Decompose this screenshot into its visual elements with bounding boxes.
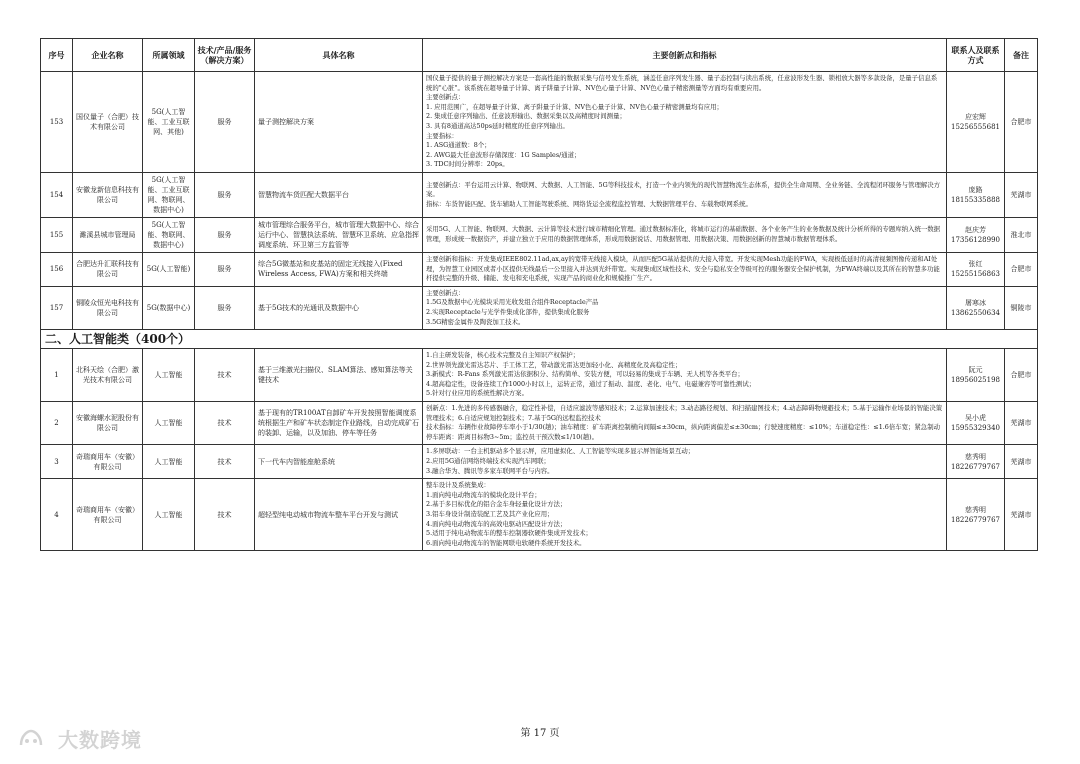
detail-line: 2.世界领先激光雷达芯片、手工体工艺，带动激光雷达更加轻小化、高精度化及高稳定性； (426, 360, 682, 369)
solution-name: 下一代车内智能座舱系统 (255, 445, 423, 479)
contact (947, 72, 1005, 173)
detail-line: 2.应用5G通信网络终端技术实现汽车网联； (426, 457, 550, 466)
solution-name: 基于现有的TR100AT自卸矿车开发按照智能调度系统根据生产和矿车状态制定作业路线，自动完成矿石的装卸、运输，以及加油、停车等任务 (255, 402, 423, 445)
detail-line: 5.适用于纯电动物流车的整车控制器软硬件集成开发技术； (426, 529, 592, 538)
contact-name: 吴小虎 (965, 414, 986, 423)
company-name: 濉溪县城市管理局 (73, 217, 143, 252)
note-city: 淮北市 (1005, 217, 1038, 252)
detail-line: 3. 具有8通道高达50ps延时精度的任意序列输出。 (426, 121, 569, 130)
note-city: 铜陵市 (1005, 286, 1038, 329)
contact-phone: 15255156863 (951, 270, 1000, 279)
row-index: 3 (41, 445, 73, 479)
solution-type: 服务 (195, 72, 255, 173)
innovation-details (423, 402, 947, 445)
innovation-details (423, 252, 947, 286)
note-city: 芜湖市 (1005, 479, 1038, 551)
row-index: 1 (41, 349, 73, 402)
detail-line: 1.面向纯电动物流车的模块化设计平台； (426, 490, 541, 499)
contact-phone: 18226779767 (951, 515, 1000, 524)
header-details: 主要创新点和指标 (423, 39, 947, 72)
detail-line: 主要创新点： (426, 288, 465, 297)
contact-name: 慈秀明 (965, 452, 986, 461)
field: 5G(人工智能、物联网、数据中心) (143, 217, 195, 252)
detail-line: 1.多屏联动：一台主机驱动多个显示屏，应用虚拟化、人工智能等实现多显示屏智能场景互动； (426, 447, 695, 456)
table-row (41, 72, 1038, 173)
company-name: 奇瑞商用车（安徽）有限公司 (73, 445, 143, 479)
solution-name: 城市管理综合服务平台，城市管理大数据中心、综合运行中心、智慧执法系统、智慧环卫系统、应急指挥调度系统、环卫第三方监管等 (255, 217, 423, 252)
table-row (41, 172, 1038, 217)
innovation-details (423, 172, 947, 217)
company-name: 合肥达升汇联科技有限公司 (73, 252, 143, 286)
company-name: 铜陵众恒光电科技有限公司 (73, 286, 143, 329)
contact-name: 庞路 (968, 185, 983, 194)
solution-name: 基于三维激光扫描仪、SLAM算法、感知算法等关键技术 (255, 349, 423, 402)
company-name: 安徽海螺水泥股份有限公司 (73, 402, 143, 445)
innovation-details (423, 445, 947, 479)
company-name: 北科天绘（合肥）激光技术有限公司 (73, 349, 143, 402)
solution-type: 服务 (195, 217, 255, 252)
contact (947, 286, 1005, 329)
solution-type: 服务 (195, 286, 255, 329)
note-city: 合肥市 (1005, 72, 1038, 173)
detail-line: 2. 集成任意序列输出、任意波形输出、数据采集以及高精度时间测量； (426, 112, 626, 121)
field: 5G(人工智能、工业互联网、物联网、数据中心) (143, 172, 195, 217)
contact-phone: 18155335888 (951, 195, 1000, 204)
innovation-details (423, 217, 947, 252)
header-index: 序号 (41, 39, 73, 72)
solution-type: 技术 (195, 479, 255, 551)
row-index: 2 (41, 402, 73, 445)
detail-line: 3.融合华为、腾讯等多家车联网平台与内容。 (426, 466, 554, 475)
row-index: 154 (41, 172, 73, 217)
header-name: 具体名称 (255, 39, 423, 72)
header-company: 企业名称 (73, 39, 143, 72)
solution-name: 量子测控解决方案 (255, 72, 423, 173)
contact-name: 应宏辉 (965, 112, 986, 121)
field: 5G(人工智能) (143, 252, 195, 286)
detail-line: 主要创新点：平台运用云计算、物联网、大数据、人工智能、5G等科技技术，打造一个业内领先的现代智慧物流生态体系，提供全生命周期、全业务链、全流程闭环服务与管理解决方案。 (426, 180, 941, 199)
header-field: 所属领域 (143, 39, 195, 72)
detail-line: 1. ASG通道数：8个； (426, 141, 491, 150)
row-index: 155 (41, 217, 73, 252)
field: 人工智能 (143, 402, 195, 445)
detail-line: 指标：车货智能匹配、货车辅助人工智能驾驶系统、网络货运全流程监控管理、大数据管理平台、车载物联网系统。 (426, 199, 752, 208)
detail-line: 3.铝车身设计制造装配工艺及其产业化应用； (426, 510, 554, 518)
table-row (41, 445, 1038, 479)
detail-line: 4.面向纯电动物流车的高效电驱动匹配设计方法； (426, 519, 567, 528)
table-header-row (41, 39, 1038, 72)
table-row (41, 402, 1038, 445)
section-title: 二、人工智能类（400个） (41, 330, 1038, 349)
enterprise-table (40, 38, 1038, 551)
solution-type: 服务 (195, 252, 255, 286)
row-index: 156 (41, 252, 73, 286)
solution-type: 技术 (195, 445, 255, 479)
contact-phone: 15955329340 (951, 424, 1000, 433)
contact-name: 慈秀明 (965, 505, 986, 514)
detail-line: 主要指标： (426, 131, 458, 140)
innovation-details (423, 349, 947, 402)
table-row (41, 252, 1038, 286)
detail-line: 整车设计及系统集成： (426, 481, 490, 490)
contact-name: 张红 (968, 260, 983, 269)
solution-name: 智慧物流车货匹配大数据平台 (255, 172, 423, 217)
field: 人工智能 (143, 349, 195, 402)
contact-phone: 15256555681 (951, 122, 1000, 131)
field: 人工智能 (143, 479, 195, 551)
contact (947, 217, 1005, 252)
row-index: 153 (41, 72, 73, 173)
detail-line: 2. AWG最大任意波形存储深度：1G Samples/通道； (426, 150, 581, 159)
detail-line: 1. 应用范围广，在超导量子计算、离子阱量子计算、NV色心量子计算、NV色心量子精密测量均有应用； (426, 102, 723, 111)
detail-line: 创新点：1.先进的多传感器融合，稳定性补偿，自适应滤波等感知技术；2.运算加速技术；3.动态路径规划、和扫描建图技术；4.动态障碍物规避技术；5.基于运输作业场景的智能决策管理技术；6.自适应规划控制技术；7.基于5G的远程监控技术 (426, 404, 943, 422)
table-row (41, 479, 1038, 551)
company-name: 安徽龙新信息科技有限公司 (73, 172, 143, 217)
company-name: 奇瑞商用车（安徽）有限公司 (73, 479, 143, 551)
solution-type: 技术 (195, 349, 255, 402)
note-city: 合肥市 (1005, 349, 1038, 402)
row-index: 4 (41, 479, 73, 551)
contact (947, 479, 1005, 551)
detail-line: 5.针对行业应用的系统性解决方案。 (426, 389, 528, 398)
solution-name: 综合5G微基站和皮基站的固定无线接入(Fixed Wireless Access, FWA)方案和相关终端 (255, 252, 423, 286)
table-row (41, 286, 1038, 329)
detail-line: 4.超高稳定性，设备连续工作1000小时以上，运转正常，通过了振动、温度、老化、电气、电磁兼容等可靠性测试； (426, 379, 756, 388)
solution-type: 技术 (195, 402, 255, 445)
detail-line: 技术指标：车辆作业故障停车率小于1/30(趟)；油车精度：矿车距离控制横向间隔≤±30cm，纵向距离偏差≤±30cm；行驶速度精度：≤10%；车道稳定性：≤1.6倍车宽；紧急制动停车距离：距离目标物3~5m；监控员干预次数≤1/10(趟)。 (426, 423, 940, 441)
row-index: 157 (41, 286, 73, 329)
table-body-5g (41, 72, 1038, 330)
detail-line: 3.新模式：R-Fans 系列激光雷达依据积分、结构简单、安装方便，可以轻易的集成于车辆、无人机等各类平台； (426, 370, 744, 379)
detail-line: 主要创新点： (426, 93, 465, 102)
contact (947, 172, 1005, 217)
table-row (41, 217, 1038, 252)
detail-line: 采用5G、人工智能、物联网、大数据、云计算等技术进行城市精细化管理。通过数据标准化，将城市运行的基础数据、各个业务产生的业务数据及统计分析所得的专题库纳入统一数据管理，形成统一数据资产，并建立独立于应用的数据管理体系，形成用数据说话、用数据管理、用数据决策、用数据创新的智慧城市数据管理体系。 (426, 225, 941, 243)
contact (947, 445, 1005, 479)
contact-phone: 17356128990 (951, 235, 1000, 244)
contact-name: 赵庆芳 (965, 225, 986, 234)
field: 5G(人工智能、工业互联网、其他) (143, 72, 195, 173)
solution-name: 超轻型纯电动城市物流车整车平台开发与测试 (255, 479, 423, 551)
detail-line: 3. TDC时间分辨率：20ps。 (426, 160, 509, 169)
field: 人工智能 (143, 445, 195, 479)
section-header (41, 330, 1038, 349)
detail-line: 1.自主研发装备，核心技术完整及自主知识产权保护； (426, 351, 580, 360)
detail-line: 6.面向纯电动物流车的智能网联电软硬件系统开发技术。 (426, 538, 586, 547)
header-contact: 联系人及联系方式 (947, 39, 1005, 72)
company-name: 国仪量子（合肥）技术有限公司 (73, 72, 143, 173)
detail-line: 3.5G精密金属件及陶瓷加工技术。 (426, 317, 525, 326)
solution-type: 服务 (195, 172, 255, 217)
detail-line: 主要创新和指标：开发集成IEEE802.11ad,ax,ay的宽带无线接入模块，从而匹配5G基站提供的大接入带宽。开发实现Mesh功能的FWA，实现极低延时的高清视频图像传递和AI处理，为智慧工业园区或者小区提供无线最后一公里接入并达到光纤带宽。实现集成区域性技术、安全与隐私安全等级可控的服务器安全保护机制，为FWA终端以及其所在的智慧多功能杆提供完整的升级、储能、发电和充电系统，实现产品的商业化和规模推广生产。 (426, 254, 940, 283)
detail-line: 2.基于多目标优化的铝合金车身轻量化设计方法； (426, 500, 567, 509)
contact (947, 252, 1005, 286)
contact-name: 屠寒冰 (965, 298, 986, 307)
detail-line: 2.实现Receptacle与光学件集成化部件，提供集成化服务 (426, 307, 590, 316)
contact-phone: 18956025198 (951, 376, 1000, 385)
contact-phone: 13862550634 (951, 308, 1000, 317)
watermark-text: 大数跨境 (57, 728, 142, 752)
page-number: 第 17 页 (520, 728, 560, 739)
note-city: 芜湖市 (1005, 402, 1038, 445)
contact (947, 349, 1005, 402)
contact-name: 阮元 (968, 366, 983, 375)
field: 5G(数据中心) (143, 286, 195, 329)
innovation-details (423, 286, 947, 329)
header-type: 技术/产品/服务（解决方案） (195, 39, 255, 72)
table-body-ai (41, 349, 1038, 551)
note-city: 合肥市 (1005, 252, 1038, 286)
section-row (41, 330, 1038, 349)
detail-line: 1.5G及数据中心光模块采用光收发组合组件Receptacle产品 (426, 298, 599, 307)
header-note: 备注 (1005, 39, 1038, 72)
solution-name: 基于5G技术的光通讯及数据中心 (255, 286, 423, 329)
contact (947, 402, 1005, 445)
detail-line: 国仪量子提供的量子测控解决方案是一套高性能的数据采集与信号发生系统，涵盖任意序列发生器、量子态控制与读出系统，任意波形发生器、锁相放大器等多款设备，是量子信息系统的"心脏"。该系统在超导量子计算、离子阱量子计算、NV色心量子计算、NV色心量子精密测量等方面均有重要应用。 (426, 74, 938, 92)
note-city: 芜湖市 (1005, 172, 1038, 217)
contact-phone: 18226779767 (951, 462, 1000, 471)
innovation-details (423, 72, 947, 173)
document-sheet (40, 38, 1037, 551)
table-row (41, 349, 1038, 402)
innovation-details (423, 479, 947, 551)
note-city: 芜湖市 (1005, 445, 1038, 479)
